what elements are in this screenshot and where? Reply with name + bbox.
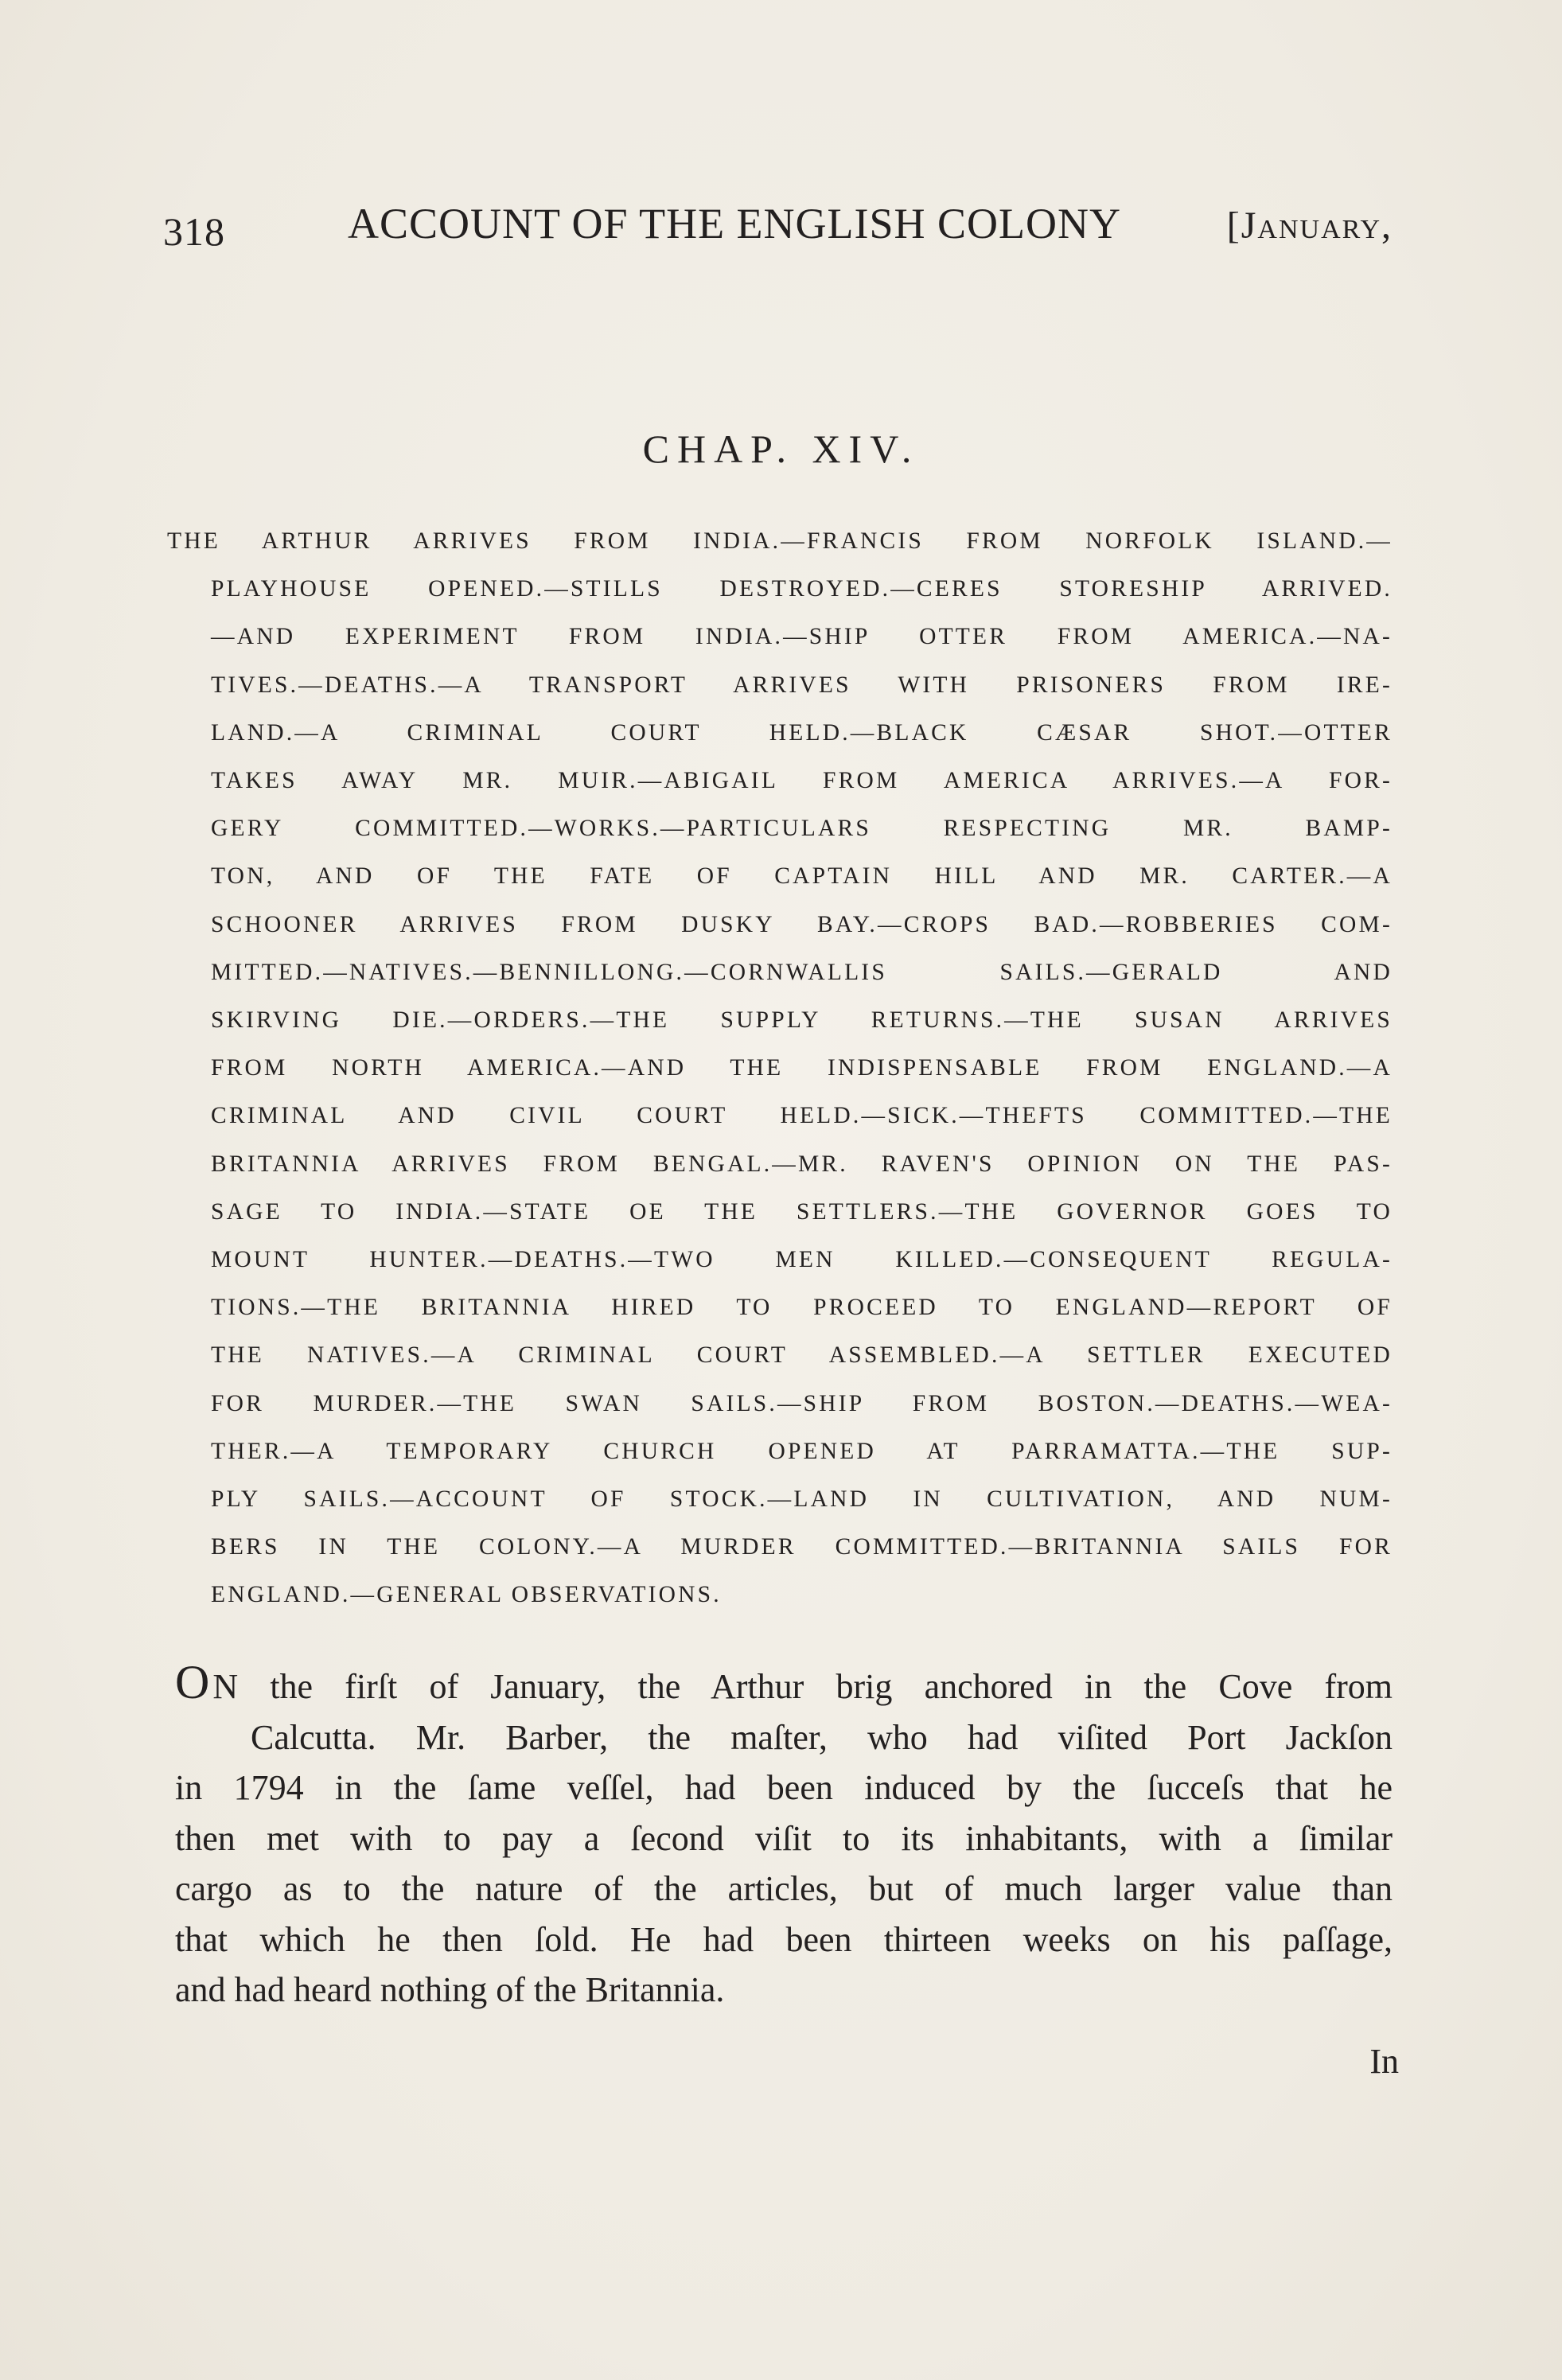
synopsis-line: BRITANNIA ARRIVES FROM BENGAL.—MR. RAVEN'S OPINION ON THE PAS- [211, 1151, 1393, 1177]
synopsis-line: BERS IN THE COLONY.—A MURDER COMMITTED.—BRITANNIA SAILS FOR [211, 1534, 1393, 1560]
synopsis-line: MOUNT HUNTER.—DEATHS.—TWO MEN KILLED.—CONSEQUENT REGULA- [211, 1247, 1393, 1273]
body-line: and had heard nothing of the Britannia. [175, 1970, 725, 2009]
body-line: cargo as to the nature of the articles, but of much larger value than [175, 1869, 1393, 1908]
synopsis-line: SCHOONER ARRIVES FROM DUSKY BAY.—CROPS BAD.—ROBBERIES COM- [211, 911, 1393, 937]
body-line: that which he then ſold. He had been thirteen weeks on his paſſage, [175, 1919, 1393, 1959]
synopsis-line: TIVES.—DEATHS.—A TRANSPORT ARRIVES WITH PRISONERS FROM IRE- [211, 672, 1393, 698]
synopsis-line: GERY COMMITTED.—WORKS.—PARTICULARS RESPECTING MR. BAMP- [211, 816, 1393, 842]
synopsis-line: LAND.—A CRIMINAL COURT HELD.—BLACK CÆSAR SHOT.—OTTER [211, 719, 1393, 746]
synopsis-line: MITTED.—NATIVES.—BENNILLONG.—CORNWALLIS SAILS.—GERALD AND [211, 959, 1393, 985]
synopsis-line: CRIMINAL AND CIVIL COURT HELD.—SICK.—THEFTS COMMITTED.—THE [211, 1103, 1393, 1129]
chapter-synopsis [167, 517, 1393, 1619]
body-line [175, 1656, 1393, 1712]
running-date: [January, [1226, 205, 1393, 247]
chapter-heading: CHAP. XIV. [642, 427, 920, 471]
synopsis-line: ENGLAND.—GENERAL OBSERVATIONS. [211, 1582, 722, 1608]
page-number: 318 [163, 209, 225, 254]
synopsis-line: THER.—A TEMPORARY CHURCH OPENED AT PARRAMATTA.—THE SUP- [211, 1438, 1393, 1464]
synopsis-line: FOR MURDER.—THE SWAN SAILS.—SHIP FROM BOSTON.—DEATHS.—WEA- [211, 1390, 1393, 1416]
synopsis-line: FROM NORTH AMERICA.—AND THE INDISPENSABLE FROM ENGLAND.—A [211, 1055, 1393, 1081]
synopsis-line: TAKES AWAY MR. MUIR.—ABIGAIL FROM AMERICA ARRIVES.—A FOR- [211, 768, 1393, 794]
body-paragraph [175, 1656, 1393, 2016]
synopsis-line: TON, AND OF THE FATE OF CAPTAIN HILL AND MR. CARTER.—A [211, 863, 1393, 890]
synopsis-line: SAGE TO INDIA.—STATE OE THE SETTLERS.—THE GOVERNOR GOES TO [211, 1198, 1393, 1225]
body-line-text: N the firſt of January, the Arthur brig anchored in the Cove from [212, 1667, 1393, 1706]
synopsis-line: TIONS.—THE BRITANNIA HIRED TO PROCEED TO ENGLAND—REPORT OF [211, 1295, 1393, 1321]
catchword: In [1369, 2042, 1399, 2081]
body-line: Calcutta. Mr. Barber, the maſter, who had viſited Port Jackſon [251, 1717, 1393, 1757]
synopsis-line: PLY SAILS.—ACCOUNT OF STOCK.—LAND IN CULTIVATION, AND NUM- [211, 1486, 1393, 1513]
synopsis-line: PLAYHOUSE OPENED.—STILLS DESTROYED.—CERES STORESHIP ARRIVED. [211, 576, 1393, 602]
drop-cap: O [175, 1656, 210, 1708]
body-line: then met with to pay a ſecond viſit to its inhabitants, with a ſimilar [175, 1818, 1393, 1858]
running-title: ACCOUNT OF THE ENGLISH COLONY [348, 200, 1122, 247]
synopsis-line: —AND EXPERIMENT FROM INDIA.—SHIP OTTER FROM AMERICA.—NA- [211, 624, 1393, 650]
synopsis-line: SKIRVING DIE.—ORDERS.—THE SUPPLY RETURNS.—THE SUSAN ARRIVES [211, 1007, 1393, 1034]
body-line: in 1794 in the ſame veſſel, had been induced by the ſucceſs that he [175, 1768, 1393, 1807]
running-head [163, 199, 1393, 255]
synopsis-line: THE ARTHUR ARRIVES FROM INDIA.—FRANCIS FROM NORFOLK ISLAND.— [167, 528, 1393, 554]
synopsis-line: THE NATIVES.—A CRIMINAL COURT ASSEMBLED.—A SETTLER EXECUTED [211, 1342, 1393, 1369]
